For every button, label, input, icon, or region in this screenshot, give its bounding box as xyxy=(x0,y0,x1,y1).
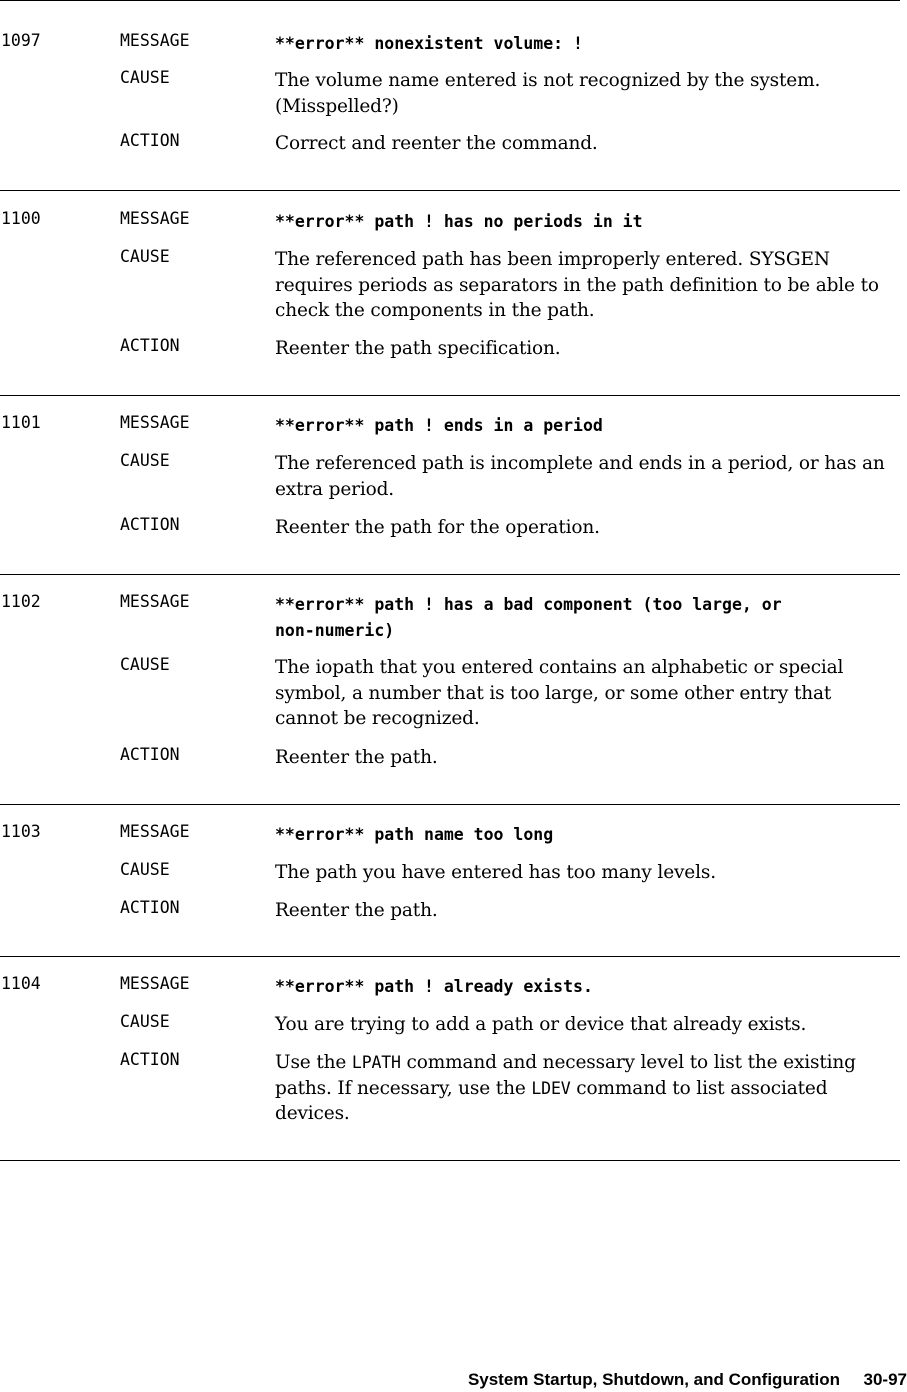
error-message: **error** path ! already exists. xyxy=(275,977,593,996)
divider-rule xyxy=(0,190,900,191)
cause-text: You are trying to add a path or device that already exists. xyxy=(275,1014,807,1035)
divider-rule xyxy=(0,0,900,1)
action-text: Reenter the path for the operation. xyxy=(275,517,600,538)
ldev-command: LDEV xyxy=(531,1078,571,1098)
cause-text: The referenced path is incomplete and ends in a period, or has an extra period. xyxy=(275,453,885,500)
error-message: **error** path ! ends in a period xyxy=(275,416,603,435)
message-label: MESSAGE xyxy=(120,822,190,841)
page-number: 30-97 xyxy=(863,1370,907,1389)
divider-rule xyxy=(0,395,900,396)
action-label: ACTION xyxy=(120,1050,180,1069)
error-message: **error** path ! has a bad component (too large, or non-numeric) xyxy=(275,595,782,640)
divider-rule xyxy=(0,804,900,805)
error-number: 1103 xyxy=(1,822,41,841)
divider-rule xyxy=(0,956,900,957)
error-message: **error** path name too long xyxy=(275,825,554,844)
message-label: MESSAGE xyxy=(120,413,190,432)
error-number: 1100 xyxy=(1,209,41,228)
error-message: **error** nonexistent volume: ! xyxy=(275,34,583,53)
error-number: 1101 xyxy=(1,413,41,432)
action-label: ACTION xyxy=(120,898,180,917)
cause-text: The volume name entered is not recognized by the system. (Misspelled?) xyxy=(275,70,821,117)
action-label: ACTION xyxy=(120,745,180,764)
cause-text: The referenced path has been improperly entered. SYSGEN requires periods as separators in the path definition to be able to check the components in the path. xyxy=(275,249,879,321)
cause-label: CAUSE xyxy=(120,655,170,674)
cause-text: The iopath that you entered contains an alphabetic or special symbol, a number that is too large, or some other entry that cannot be recognized. xyxy=(275,657,844,729)
divider-rule xyxy=(0,1160,900,1161)
action-text: Reenter the path. xyxy=(275,747,438,768)
error-number: 1097 xyxy=(1,31,41,50)
divider-rule xyxy=(0,574,900,575)
footer-title: System Startup, Shutdown, and Configuration xyxy=(467,1370,841,1389)
cause-label: CAUSE xyxy=(120,860,170,879)
cause-text: The path you have entered has too many levels. xyxy=(275,862,716,883)
message-label: MESSAGE xyxy=(120,592,190,611)
message-label: MESSAGE xyxy=(120,974,190,993)
error-number: 1102 xyxy=(1,592,41,611)
error-message: **error** path ! has no periods in it xyxy=(275,212,643,231)
cause-label: CAUSE xyxy=(120,247,170,266)
action-text: Use the LPATH command and necessary level to list the existing paths. If necessary, use the LDEV command to list associated devices. xyxy=(275,1052,856,1124)
cause-label: CAUSE xyxy=(120,1012,170,1031)
error-number: 1104 xyxy=(1,974,41,993)
page-footer xyxy=(0,1370,907,1390)
message-label: MESSAGE xyxy=(120,209,190,228)
action-text: Correct and reenter the command. xyxy=(275,133,598,154)
cause-label: CAUSE xyxy=(120,451,170,470)
action-label: ACTION xyxy=(120,131,180,150)
cause-label: CAUSE xyxy=(120,68,170,87)
action-text: Reenter the path specification. xyxy=(275,338,561,359)
lpath-command: LPATH xyxy=(351,1053,401,1072)
action-text: Reenter the path. xyxy=(275,900,438,921)
action-label: ACTION xyxy=(120,336,180,355)
action-label: ACTION xyxy=(120,515,180,534)
message-label: MESSAGE xyxy=(120,31,190,50)
